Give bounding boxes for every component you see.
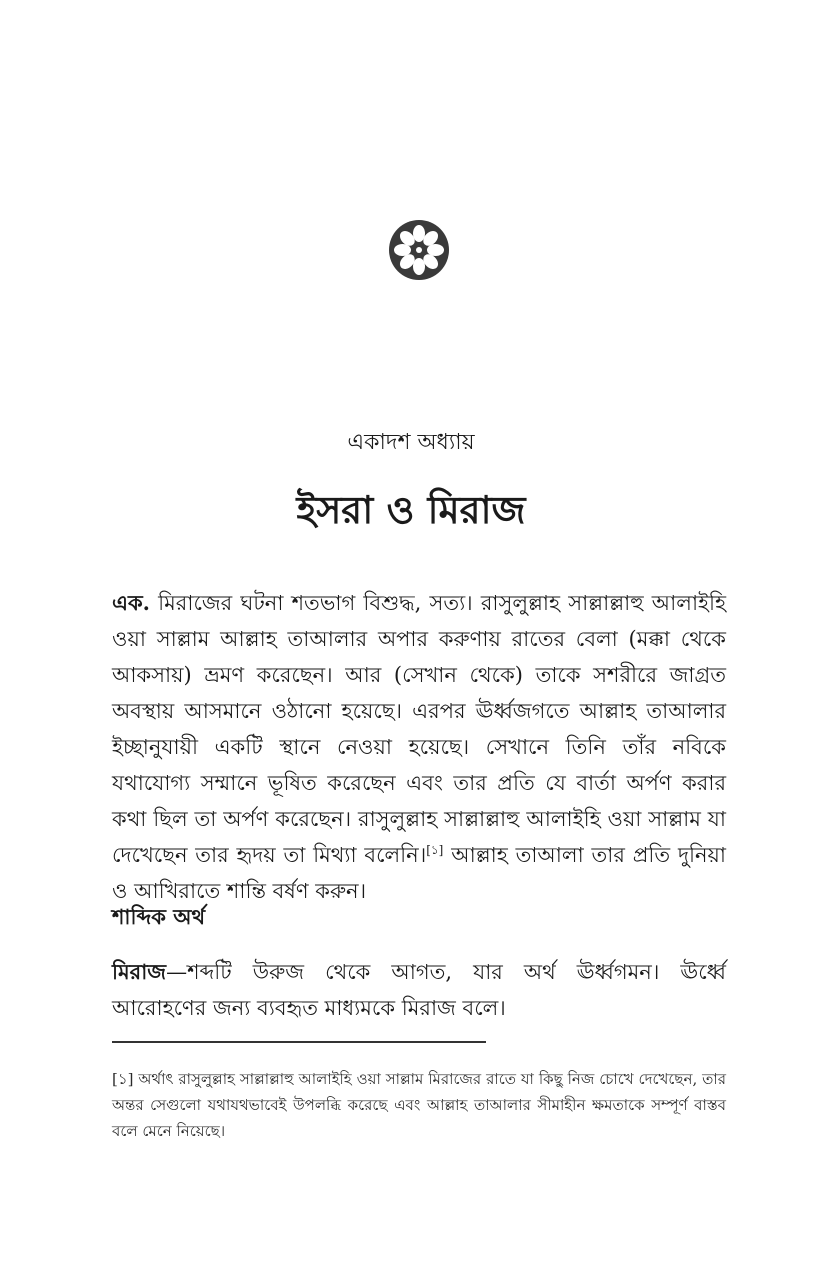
word-meaning-paragraph <box>112 954 726 1026</box>
flower-ornament-icon <box>388 219 450 281</box>
footnote-divider <box>112 1041 486 1043</box>
section-text: মিরাজের ঘটনা শতভাগ বিশুদ্ধ, সত্য। রাসুলুল্লাহ সাল্লাল্লাহু আলাইহি ওয়া সাল্লাম আল্লাহ তাআলার অপার করুণায় রাতের বেলা (মক্কা থেকে আকসায়) ভ্রমণ করেছেন। আর (সেখান থেকে) তাকে সশরীরে জাগ্রত অবস্থায় আসমানে ওঠানো হয়েছে। এরপর ঊর্ধ্বজগতে আল্লাহ তাআলার ইচ্ছানুযায়ী একটি স্থানে নেওয়া হয়েছে। সেখানে তিনি তাঁর নবিকে যথাযোগ্য সম্মানে ভূষিত করেছেন এবং তার প্রতি যে বার্তা অর্পণ করার কথা ছিল তা অর্পণ করেছেন। রাসুলুল্লাহ সাল্লাল্লাহু আলাইহি ওয়া সাল্লাম যা দেখেছেন তার হৃদয় তা মিথ্যা বলেনি। <box>112 591 726 867</box>
footnote <box>112 1066 726 1144</box>
word-meaning-heading: শাব্দিক অর্থ <box>112 904 206 929</box>
footnote-reference[interactable]: [১] <box>426 843 444 857</box>
section-lead: এক. <box>112 590 150 615</box>
chapter-label: একাদশ অধ্যায় <box>347 430 475 455</box>
section-text-after: আল্লাহ তাআলা তার প্রতি দুনিয়া ও আখিরাতে শান্তি বর্ষণ করুন। <box>112 843 726 903</box>
footnote-text: অর্থাৎ রাসুলুল্লাহ সাল্লাল্লাহু আলাইহি ওয়া সাল্লাম মিরাজের রাতে যা কিছু নিজ চোখে দেখেছেন, তার অন্তর সেগুলো যথাযথভাবেই উপলব্ধি করেছে এবং আল্লাহ তাআলার সীমাহীন ক্ষমতাকে সম্পূর্ণ বাস্তব বলে মেনে নিয়েছে। <box>112 1070 726 1140</box>
term: মিরাজ <box>112 959 167 984</box>
section-one-paragraph <box>112 585 726 909</box>
term-definition: —শব্দটি উরুজ থেকে আগত, যার অর্থ ঊর্ধ্বগমন। ঊর্ধ্বে আরোহণের জন্য ব্যবহৃত মাধ্যমকে মিরাজ বলে। <box>112 960 726 1020</box>
chapter-title: ইসরা ও মিরাজ <box>296 487 526 532</box>
footnote-marker: [১] <box>112 1070 134 1088</box>
